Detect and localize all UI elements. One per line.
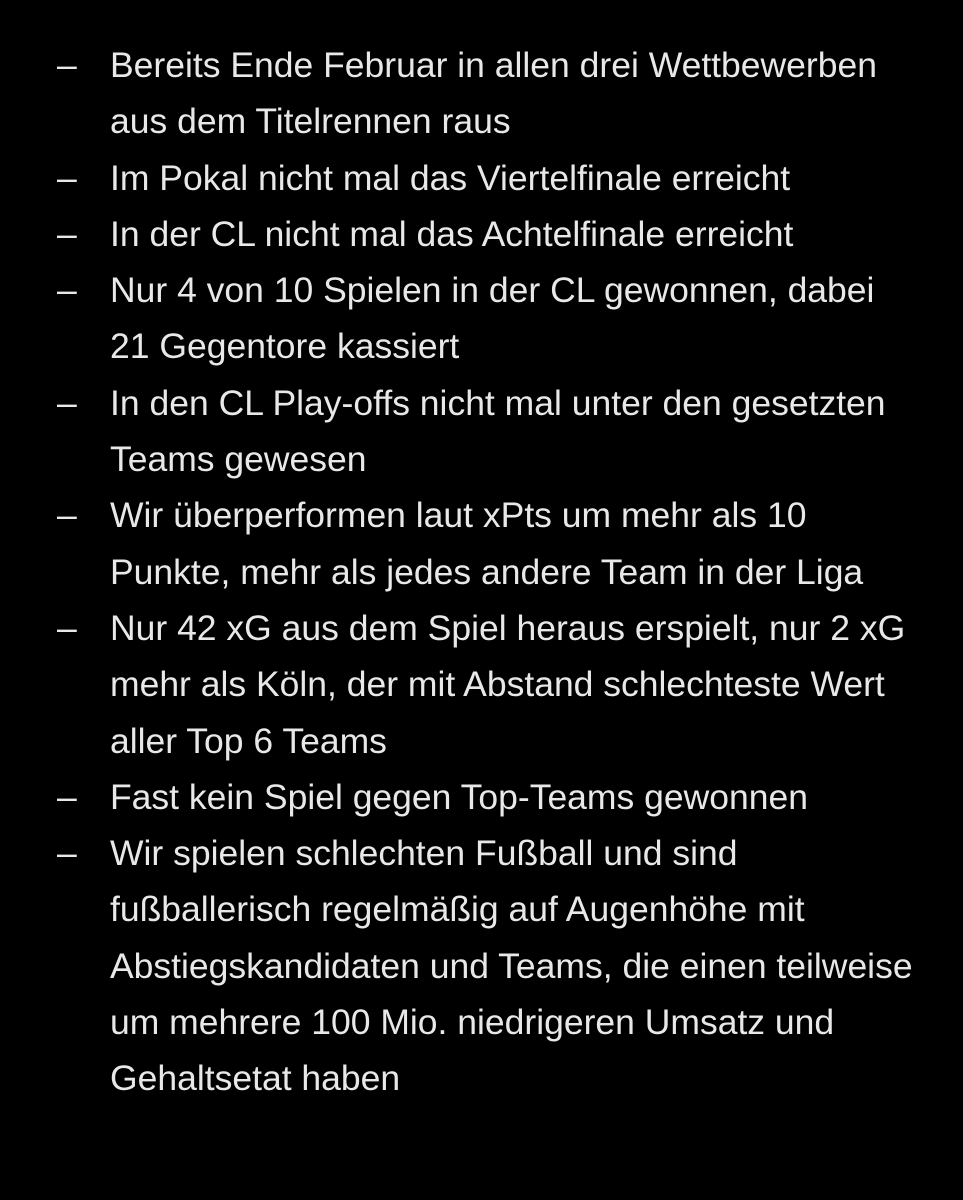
bullet-dash: –: [57, 270, 77, 311]
list-item-text: Nur 4 von 10 Spielen in der CL gewonnen, dabei 21 Gegentore kassiert: [110, 270, 875, 367]
list-item-text: Wir überperformen laut xPts um mehr als 10 Punkte, mehr als jedes andere Team in der Liga: [110, 495, 864, 592]
list-item-text: Fast kein Spiel gegen Top-Teams gewonnen: [110, 776, 808, 817]
bullet-dash: –: [57, 213, 77, 254]
list-item: [0, 37, 963, 150]
list-item: [0, 262, 963, 375]
list-item-text: Bereits Ende Februar in allen drei Wettbewerben aus dem Titelrennen raus: [110, 45, 877, 142]
list-item: [0, 825, 963, 1106]
list-item-text: In der CL nicht mal das Achtelfinale erreicht: [110, 213, 794, 254]
list-item: [0, 206, 963, 262]
bullet-dash: –: [57, 495, 77, 536]
bullet-dash: –: [57, 776, 77, 817]
bullet-dash: –: [57, 45, 77, 85]
bullet-dash: –: [57, 157, 77, 198]
bullet-list: [0, 37, 963, 1107]
list-item: [0, 487, 963, 600]
list-item: [0, 769, 963, 825]
list-item-text: In den CL Play-offs nicht mal unter den gesetzten Teams gewesen: [110, 382, 886, 480]
list-item: [0, 150, 963, 206]
list-item-text: Wir spielen schlechten Fußball und sind fußballerisch regelmäßig auf Augenhöhe mit Abstiegskandidaten und Teams, die einen teilweise um mehrere 100 Mio. niedrigeren Umsatz und Gehaltsetat haben: [110, 833, 913, 1099]
bullet-dash: –: [57, 607, 77, 648]
list-item-text: Nur 42 xG aus dem Spiel heraus erspielt, nur 2 xG mehr als Köln, der mit Abstand schlechteste Wert aller Top 6 Teams: [110, 607, 906, 761]
list-item: [0, 600, 963, 769]
list-item-text: Im Pokal nicht mal das Viertelfinale erreicht: [110, 157, 791, 198]
bullet-dash: –: [57, 833, 77, 874]
bullet-dash: –: [57, 382, 77, 423]
list-item: [0, 375, 963, 488]
